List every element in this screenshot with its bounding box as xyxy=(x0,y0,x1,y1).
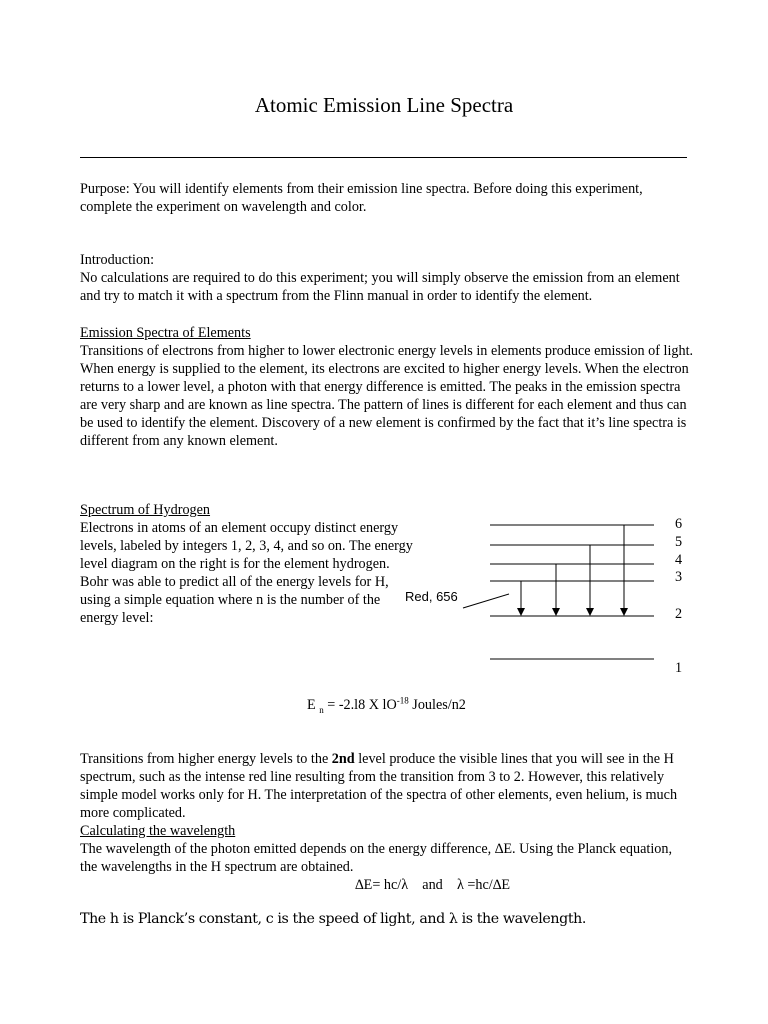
red-line-label: Red, 656 xyxy=(405,589,458,604)
level-label-3: 3 xyxy=(675,569,683,585)
intro-paragraph: No calculations are required to do this experiment; you will simply observe the emission from an element and try to match it with a spectrum from the Flinn manual in order to identify the element. xyxy=(80,270,680,304)
level-label-2: 2 xyxy=(675,606,683,622)
hydrogen-heading: Spectrum of Hydrogen xyxy=(80,502,211,518)
energy-level-diagram xyxy=(440,505,700,680)
purpose-paragraph: Purpose: You will identify elements from their emission line spectra. Before doing this experiment, complete the experiment on wavelength and color. xyxy=(80,181,643,215)
planck-equation: ∆E= hc/λ and λ =hc/∆E xyxy=(355,877,511,893)
wavelength-heading: Calculating the wavelength xyxy=(80,823,236,839)
page-title: Atomic Emission Line Spectra xyxy=(254,93,514,117)
emission-paragraph: Transitions of electrons from higher to lower electronic energy levels in elements produce emission of light. When energy is supplied to the element, its electrons are excited to higher energy levels. When the electron returns to a lower level, a photon with that energy difference is emitted. The peaks in the emission spectra are very sharp and are known as line spectra. The pattern of lines is different for each element and thus can be used to identify the element. Discovery of a new element is confirmed by the fact that it’s line spectra is different from any known element. xyxy=(80,343,694,449)
symbol-definitions: The h is Planck’s constant, c is the speed of light, and λ is the wavelength. xyxy=(80,911,586,927)
title-divider xyxy=(80,157,687,158)
transitions-paragraph: Transitions from higher energy levels to the 2nd level produce the visible lines that you will see in the H spectrum, such as the intense red line resulting from the transition from 3 to 2. However, this relatively simple model works only for H. The interpretation of the spectra of other elements, even helium, is much more complicated. xyxy=(80,751,678,821)
level-label-5: 5 xyxy=(675,534,683,550)
red-label-pointer xyxy=(463,594,509,608)
arrowhead-6-2 xyxy=(620,608,628,616)
level-label-6: 6 xyxy=(675,516,683,532)
intro-heading: Introduction: xyxy=(80,252,155,268)
wavelength-paragraph: The wavelength of the photon emitted depends on the energy difference, ∆E. Using the Planck equation, the wavelengths in the H spectrum are obtained. xyxy=(80,841,673,875)
energy-equation: E $_n$ = -2.l8 X $lO^{-18}$ Joules/n2 xyxy=(307,695,466,715)
emission-heading: Emission Spectra of Elements xyxy=(80,325,251,341)
hydrogen-paragraph: Electrons in atoms of an element occupy distinct energy levels, labeled by integers 1, 2, 3, 4, and so on. The energy level diagram on the right is for the element hydrogen. Bohr was able to predict all of the energy levels for H, using a simple equation where n is the number of the energy level: xyxy=(80,520,413,626)
arrowhead-4-2 xyxy=(552,608,560,616)
arrowhead-5-2 xyxy=(586,608,594,616)
level-label-1: 1 xyxy=(675,660,683,676)
arrowhead-3-2 xyxy=(517,608,525,616)
level-label-4: 4 xyxy=(675,552,683,568)
